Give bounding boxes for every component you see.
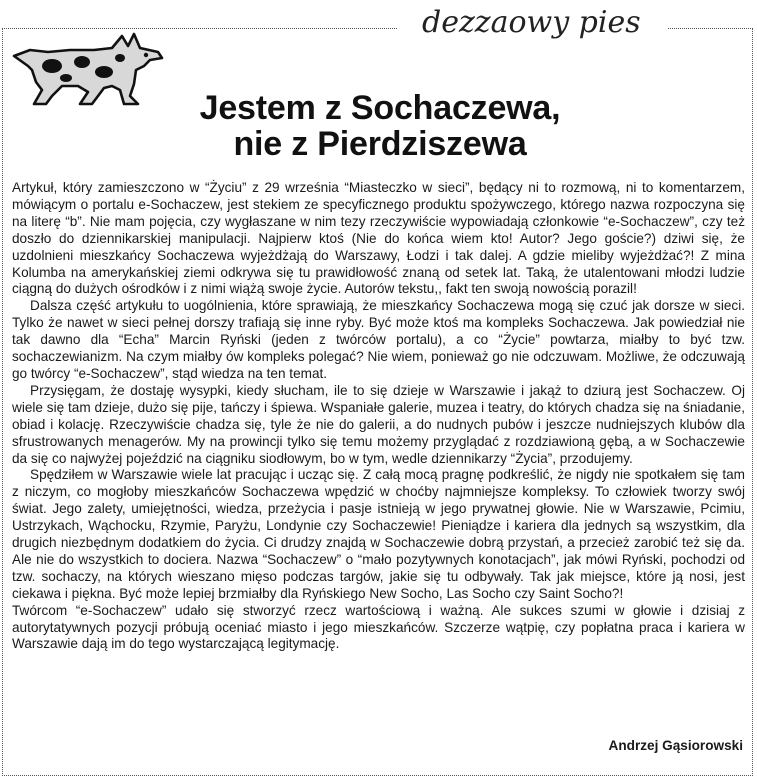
author-byline: Andrzej Gąsiorowski: [608, 738, 743, 753]
article-title: [150, 90, 610, 162]
title-line-2: nie z Pierdziszewa: [233, 125, 527, 163]
section-label: [422, 0, 672, 44]
paragraph-4: Spędziłem w Warszawie wiele lat pracując i ucząc się. Z całą mocą pragnę podkreślić, że nigdy nie spotkałem się tam z niczym, co mogłoby mieszkańców Sochaczewa wpędzić w choćby najmniejsze kompleksy. To człowiek tworzy swój świat. Jego zalety, umiejętności, wiedza, przeżycia i pasje istnieją w jego prywatnej głowie. Nie w Warszawie, Pcimiu, Ustrzykach, Wąchocku, Rzymie, Paryżu, Londynie czy Sochaczewie! Pieniądze i kariera dla jednych są wszystkim, dla drugich niezbędnym dodatkiem do życia. Ci drudzy znajdą w Sochaczewie dobrą przystań, a przecież zarobić też się da. Ale nie do wszystkich to dociera. Nazwa “Sochaczew” o “mało pozytywnych konotacjach”, jak mówi Ryński, pochodzi od tzw. sochaczy, na których wieszano mięso podczas targów, jakie się tu odbywały. Tak jak miejsce, które ją nosi, jest ciekawa i piękna. Być może lepiej brzmiałby dla Ryńskiego New Socho, Las Socho czy Saint Socho?!: [12, 467, 745, 601]
svg-text:dezzaowy pies: dezzaowy pies: [422, 5, 641, 40]
section-label-handwriting: [422, 0, 672, 44]
paragraph-3: Przysięgam, że dostaję wysypki, kiedy słucham, ile to się dzieje w Warszawie i jakąż to dziurą jest Sochaczew. Oj wiele się tam dzieje, dużo się pije, tańczy i śpiewa. Wspaniałe galerie, muzea i teatry, do których chadza się na śniadanie, obiad i kolację. Rzeczywiście chadza się, tyle że nie do galerii, a do nudnych pubów i jeszcze nudniejszych klubów dla sfrustrowanych menagerów. My na prowincji tylko się temu możemy przyglądać z rozdziawioną gębą, a w Sochaczewie da się co najwyżej pojeździć na ciągniku siodłowym, bo w tym, wedle dziennikarzy “Życia”, przodujemy.: [12, 382, 745, 466]
title-line-1: Jestem z Sochaczewa,: [199, 89, 561, 127]
article-body: [12, 180, 745, 653]
paragraph-1: Artykuł, który zamieszczono w “Życiu” z 29 września “Miasteczko w sieci”, będący ni to rozmową, ni to komentarzem, mówiącym o portalu e-Sochaczew, jest stekiem ze specyficznego produktu spożywczego, którego nazwa rozpoczyna się na literę “b”. Nie mam pojęcia, czy wygłaszane w nim tezy rzeczywiście wypowiadają członkowie “e-Sochaczew”, czy też doszło do dziennikarskiej manipulacji. Najpierw ktoś (Nie do końca wiem kto! Autor? Jego goście?) dziwi się, że uzdolnieni mieszkańcy Sochaczewa wyjeżdżają do Warszawy, Łodzi i tak dalej. A gdzie mieliby wyjeżdżać?! Z mina Kolumba na amerykańskiej ziemi odkrywa się tu prawidłowość znaną od setek lat. Taką, że utalentowani młodzi ludzie ciągną do dużych ośrodków i z nimi wiążą swoje życie. Autorów tekstu,, fakt ten swoją nowością porazil!: [12, 180, 745, 297]
paragraph-5: Twórcom “e-Sochaczew” udało się stworzyć rzecz wartościową i ważną. Ale sukces szumi w głowie i dzisiaj z autorytatywnych pozycji próbują oceniać miasto i jego mieszkańców. Szczerze wątpię, czy popłatna praca i kariera w Warszawie dają im do tego wystarczającą legitymację.: [12, 602, 745, 652]
paragraph-2: Dalsza część artykułu to uogólnienia, które sprawiają, że mieszkańcy Sochaczewa mogą się czuć jak dorsze w sieci. Tylko że nawet w sieci pełnej dorszy trafiają się inne ryby. Być może ktoś ma kompleks Sochaczewa. Jak powiedział nie tak dawno dla “Echa” Marcin Ryński (jeden z twórców portalu), a co “Życie” powtarza, miałby to być tzw. sochaczewianizm. Na czym miałby ów kompleks polegać? Nie wiem, ponieważ go nie odczuwam. Możliwe, że odczuwają go twórcy “e-Sochaczew”, stąd wiedza na ten temat.: [12, 298, 745, 381]
dog-sketch-icon: [8, 30, 166, 110]
